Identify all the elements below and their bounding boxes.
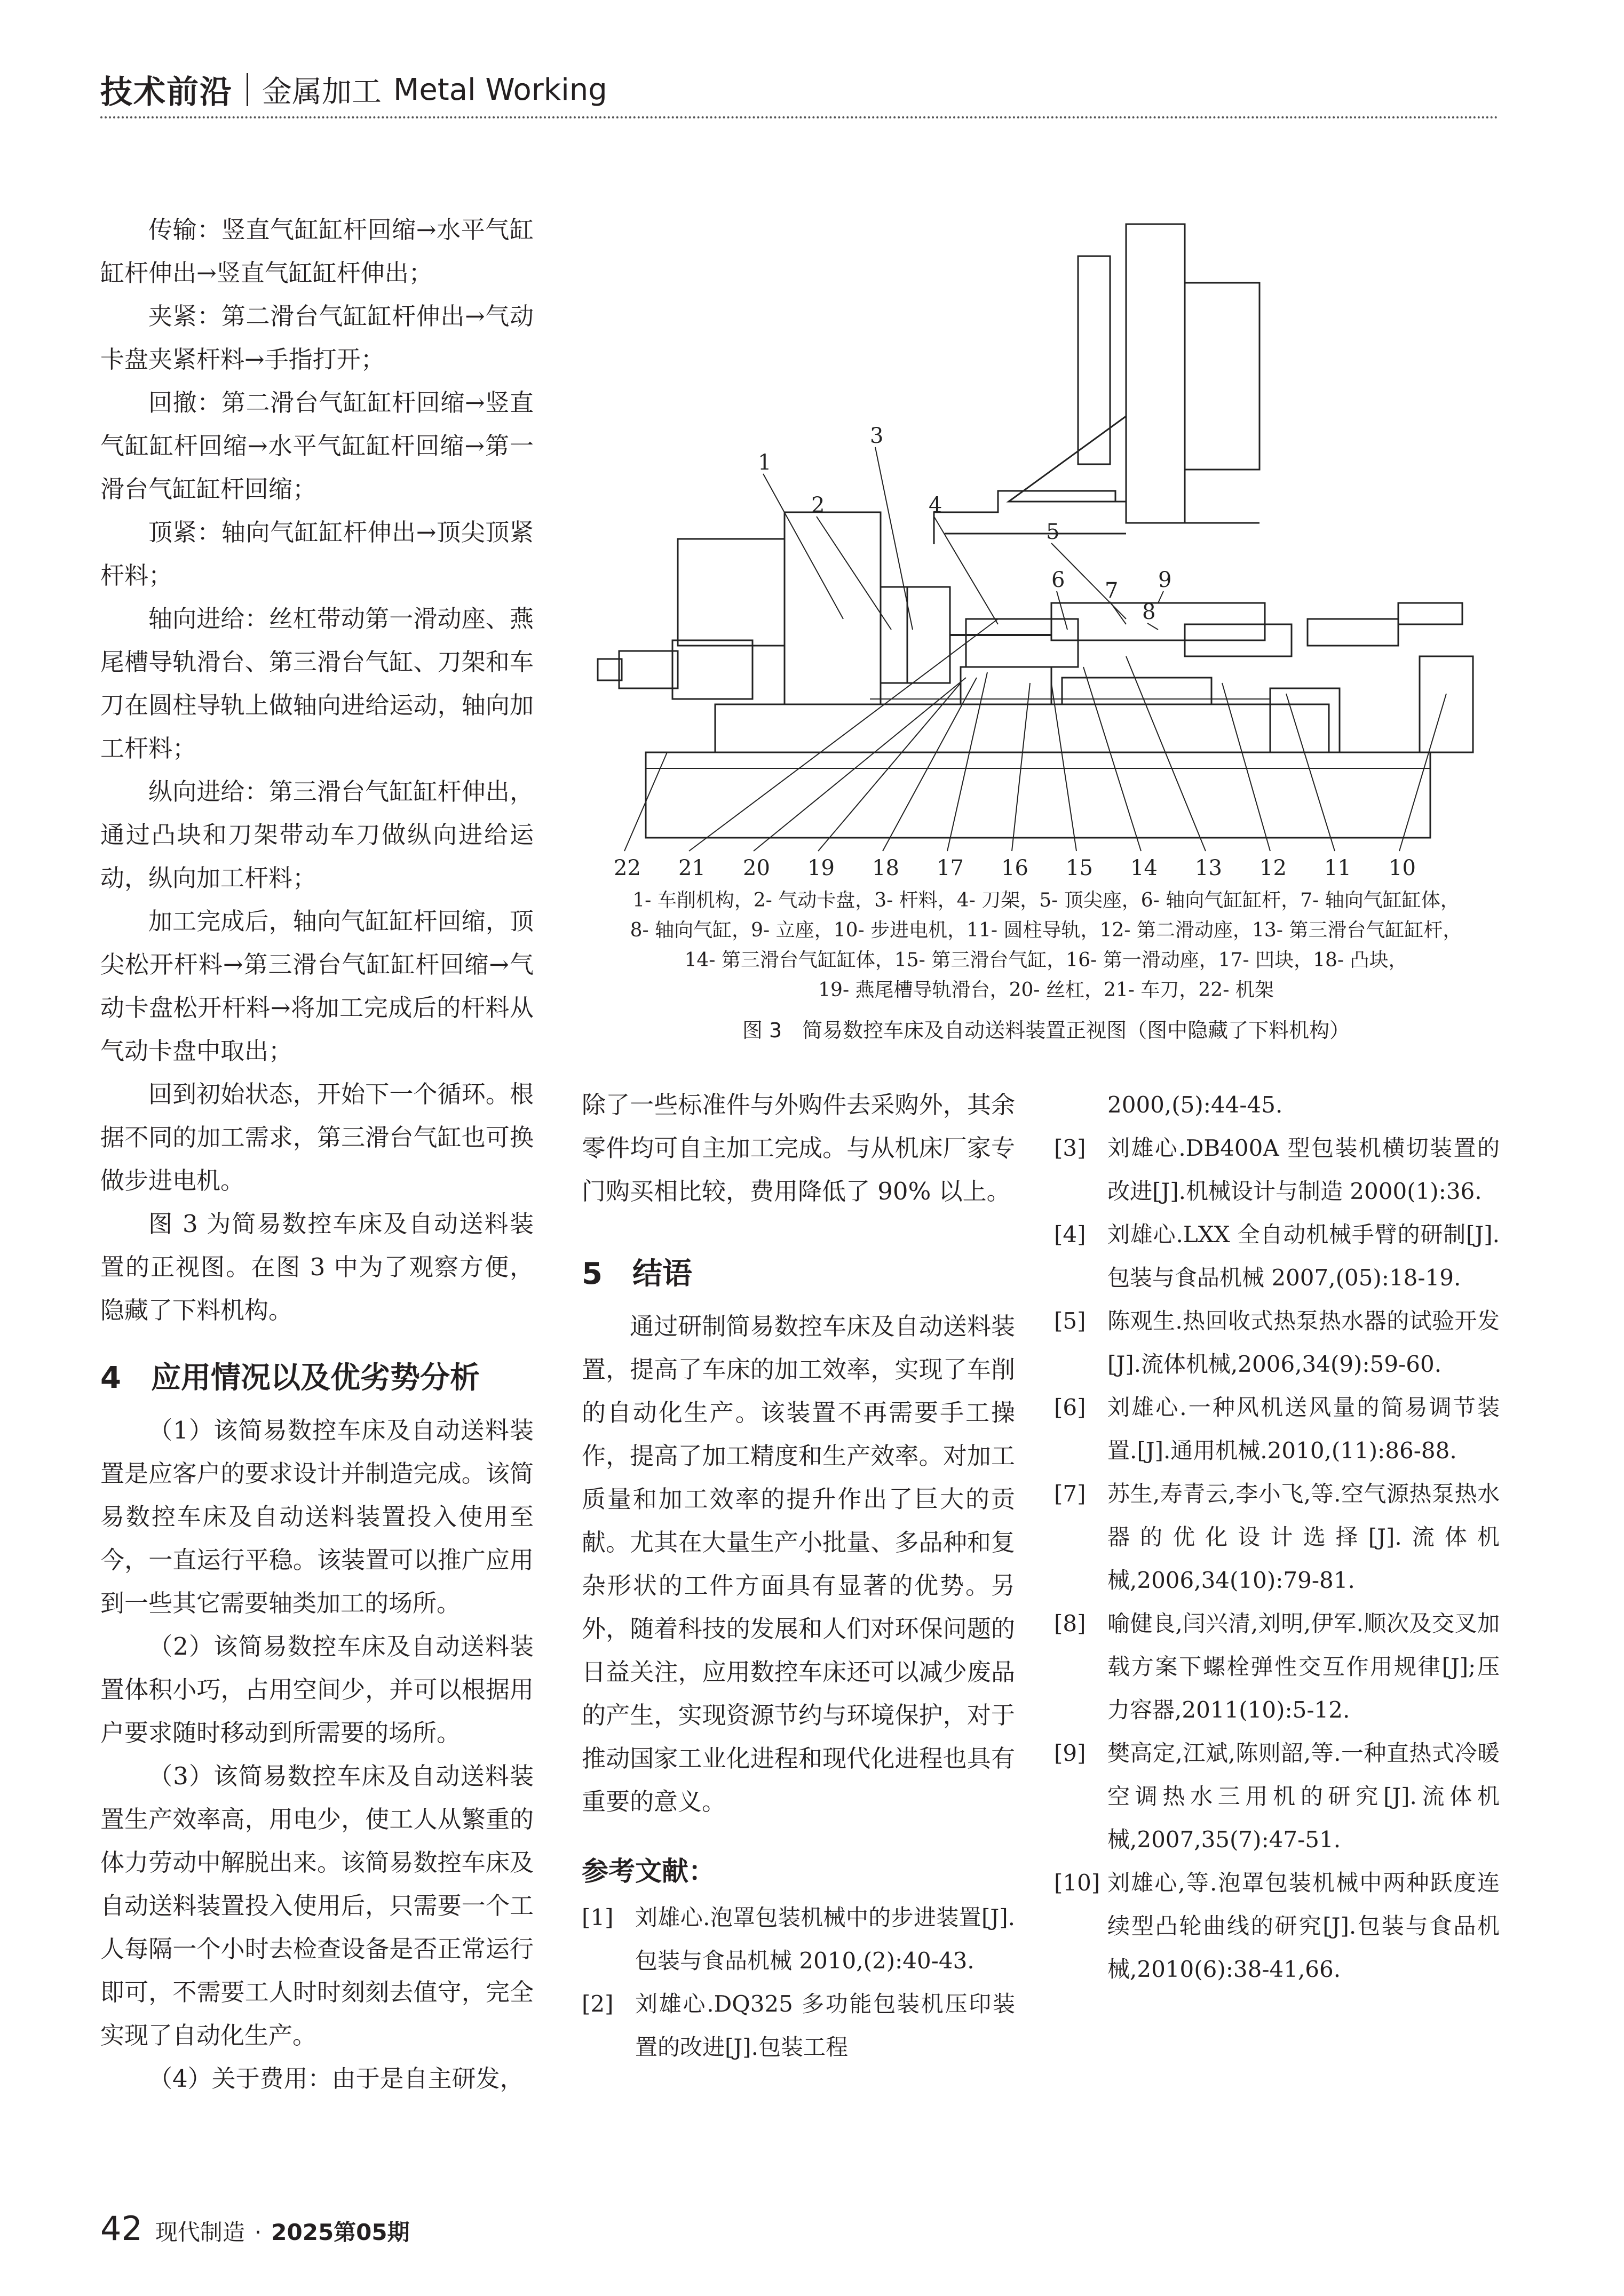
reference-item: [1054, 1299, 1500, 1386]
step-tighten: 顶紧：轴向气缸缸杆伸出→顶尖顶紧杆料；: [100, 518, 534, 590]
reference-item: [1054, 1472, 1500, 1602]
reference-text: 樊高定,江斌,陈则韶,等.一种直热式冷暖空调热水三用机的研究[J].流体机械,2007,35(7):47-51.: [1107, 1740, 1500, 1853]
callout-label: 8: [1142, 600, 1156, 624]
callout-label: 16: [1001, 856, 1028, 880]
third-slide-cylinder: [1051, 603, 1265, 640]
step-axial-feed: 轴向进给：丝杠带动第一滑动座、燕尾槽导轨滑台、第三滑台气缸、刀架和车刀在圆柱导轨上做轴向进给运动，轴向加工杆料；: [100, 605, 534, 762]
reference-number: [3]: [1054, 1135, 1086, 1161]
lathe-front-view-drawing: [592, 213, 1500, 880]
header-category-en: Metal Working: [393, 72, 607, 107]
journal-name: 现代制造: [155, 2219, 245, 2245]
callout-leader: [1126, 656, 1206, 851]
reference-item: [1054, 1602, 1500, 1731]
callout-leader: [1083, 667, 1141, 851]
callout-leader: [1222, 683, 1270, 851]
bed-plate: [715, 704, 1329, 752]
reference-number: [7]: [1054, 1481, 1086, 1507]
reference-text: 刘雄心.一种风机送风量的简易调节装置.[J].通用机械.2010,(11):86-88.: [1107, 1394, 1500, 1464]
callout-leader: [1110, 602, 1126, 624]
legend-line-1: 1- 车削机构，2- 气动卡盘，3- 杆料，4- 刀架，5- 顶尖座，6- 轴向气缸缸杆，7- 轴向气缸缸体，: [632, 889, 1460, 911]
cost-continuation: 除了一些标准件与外购件去采购外，其余零件均可自主加工完成。与从机床厂家专门购买相比较，费用降低了 90% 以上。: [582, 1091, 1015, 1205]
callout-leader: [689, 619, 998, 851]
figure-legend: [592, 886, 1500, 1005]
figure-3: [592, 213, 1500, 880]
step-retract: 回撤：第二滑台气缸缸杆回缩→竖直气缸缸杆回缩→水平气缸缸杆回缩→第一滑台气缸缸杆回缩；: [100, 388, 534, 503]
axial-cylinder: [1308, 619, 1398, 646]
reference-item: [1054, 1861, 1500, 1991]
section-4-para-4: （4）关于费用：由于是自主研发，: [148, 2064, 524, 2093]
left-column: [100, 208, 534, 2100]
callout-leader: [1057, 591, 1067, 630]
section-4-para-3: （3）该简易数控车床及自动送料装置生产效率高，用电少，使工人从繁重的体力劳动中解脱出来。该简易数控车床及自动送料装置投入使用后，只需要一个工人每隔一个小时去检查设备是否正常运行即可，不需要工人时时刻刻去值守，完全实现了自动化生产。: [100, 1762, 534, 2049]
header-divider: [247, 73, 248, 106]
reference-number: [9]: [1054, 1740, 1086, 1766]
reference-number: [6]: [1054, 1394, 1086, 1420]
callout-leader: [1399, 694, 1446, 851]
references-heading: 参考文献：: [582, 1856, 715, 1887]
reference-item: [582, 1982, 1015, 2069]
step-clamp: 夹紧：第二滑台气缸缸杆伸出→气动卡盘夹紧杆料→手指打开；: [100, 302, 534, 374]
legend-line-3: 14- 第三滑台气缸缸体，15- 第三滑台气缸，16- 第一滑动座，17- 凹块，18- 凸块，: [684, 949, 1408, 971]
tool-post: [966, 619, 1078, 667]
callout-label: 15: [1066, 856, 1093, 880]
callout-leader: [934, 517, 998, 624]
page-number: 42: [100, 2209, 142, 2248]
header-category: 金属加工: [262, 75, 382, 109]
figure-reference-paragraph: 图 3 为简易数控车床及自动送料装置的正视图。在图 3 中为了观察方便，隐藏了下料机构。: [100, 1210, 534, 1324]
callout-label: 5: [1046, 520, 1060, 544]
reference-item: [1054, 1731, 1500, 1861]
figure-caption: 图 3 简易数控车床及自动送料装置正视图（图中隐藏了下料机构）: [742, 1019, 1350, 1042]
callout-leader: [763, 474, 843, 619]
reference-number: [2]: [582, 1991, 614, 2017]
reference-2-continuation: 2000,(5):44-45.: [1107, 1092, 1283, 1118]
reference-text: 苏生,寿青云,李小飞,等.空气源热泵热水器的优化设计选择[J].流体机械,2006,34(10):79-81.: [1107, 1481, 1500, 1593]
reference-text: 陈观生.热回收式热泵热水器的试验开发[J].流体机械,2006,34(9):59-60.: [1107, 1308, 1500, 1377]
reference-number: [1]: [582, 1904, 614, 1930]
callout-label: 14: [1130, 856, 1158, 880]
upright-seat: [1420, 656, 1473, 752]
middle-column: [582, 1083, 1015, 2069]
callout-label: 11: [1324, 856, 1351, 880]
reference-number: [4]: [1054, 1221, 1086, 1248]
reference-item: [1054, 1126, 1500, 1213]
section-4-para-2: （2）该简易数控车床及自动送料装置体积小巧，占用空间少，并可以根据用户要求随时移动到所需要的场所。: [100, 1632, 534, 1747]
legend-line-2: 8- 轴向气缸，9- 立座，10- 步进电机，11- 圆柱导轨，12- 第二滑动座，13- 第三滑台气缸缸杆，: [630, 919, 1462, 941]
callout-leader: [1286, 694, 1335, 851]
callout-label: 9: [1158, 568, 1172, 592]
motor: [678, 539, 785, 646]
vertical-column: [1126, 224, 1185, 523]
callout-label: 7: [1105, 578, 1119, 603]
step-finish: 加工完成后，轴向气缸缸杆回缩，顶尖松开杆料→第三滑台气缸缸杆回缩→气动卡盘松开杆料→将加工完成后的杆料从气动卡盘中取出；: [100, 907, 534, 1065]
step-transfer: 传输：竖直气缸缸杆回缩→水平气缸缸杆伸出→竖直气缸缸杆伸出；: [100, 216, 534, 287]
reference-number: [5]: [1054, 1308, 1086, 1334]
callout-label: 10: [1389, 856, 1416, 880]
callout-label: 17: [937, 856, 964, 880]
running-header: [100, 63, 607, 116]
reference-text: 刘雄心.LXX 全自动机械手臂的研制[J].包装与食品机械 2007,(05):18-19.: [1107, 1221, 1500, 1291]
section-5-heading: 5 结语: [582, 1257, 692, 1291]
callout-leader: [818, 683, 961, 851]
callout-label: 19: [807, 856, 835, 880]
callout-label: 6: [1051, 568, 1065, 592]
reference-text: 刘雄心.DQ325 多功能包装机压印装置的改进[J].包装工程: [635, 1991, 1015, 2060]
callout-label: 4: [929, 493, 942, 518]
callout-label: 21: [678, 856, 706, 880]
callout-label: 12: [1259, 856, 1287, 880]
legend-line-4: 19- 燕尾槽导轨滑台，20- 丝杠，21- 车刀，22- 机架: [818, 979, 1274, 1001]
page-footer: [100, 2209, 410, 2248]
callout-label: 2: [811, 493, 825, 518]
callout-label: 22: [614, 856, 641, 880]
reference-text: 喻健良,闫兴清,刘明,伊军.顺次及交叉加载方案下螺栓弹性交互作用规律[J];压力容器,2011(10):5-12.: [1107, 1610, 1500, 1723]
header-section: 技术前沿: [100, 74, 233, 111]
reference-item: [1054, 1386, 1500, 1472]
step-longitudinal-feed: 纵向进给：第三滑台气缸缸杆伸出，通过凸块和刀架带动车刀做纵向进给运动，纵向加工杆料；: [100, 777, 534, 892]
vertical-cylinder: [1078, 256, 1110, 464]
reference-number: [10]: [1054, 1870, 1100, 1896]
callout-leader: [1012, 683, 1030, 851]
callout-label: 1: [758, 450, 772, 475]
callout-label: 13: [1195, 856, 1222, 880]
reference-item: [1054, 1213, 1500, 1299]
header-rule: [100, 116, 1499, 118]
callout-label: 20: [743, 856, 770, 880]
reference-text: 刘雄心.DB400A 型包装机横切装置的改进[J].机械设计与制造 2000(1):36.: [1107, 1135, 1500, 1204]
callout-label: 3: [870, 424, 884, 448]
step-reset: 回到初始状态，开始下一个循环。根据不同的加工需求，第三滑台气缸也可换做步进电机。: [100, 1080, 534, 1195]
right-column: [1054, 1083, 1500, 1991]
journal-issue: 2025第05期: [271, 2219, 410, 2245]
section-4-heading: 4 应用情况以及优劣势分析: [100, 1361, 480, 1395]
reference-number: [8]: [1054, 1610, 1086, 1636]
reference-text: 刘雄心,等.泡罩包装机械中两种跃度连续型凸轮曲线的研究[J].包装与食品机械,2010(6):38-41,66.: [1107, 1870, 1500, 1982]
callout-leader: [1051, 683, 1076, 851]
callout-label: 18: [872, 856, 899, 880]
pneumatic-chuck: [907, 587, 950, 683]
section-5-para: 通过研制简易数控车床及自动送料装置，提高了车床的加工效率，实现了车削的自动化生产。该装置不再需要手工操作，提高了加工精度和生产效率。对加工质量和加工效率的提升作出了巨大的贡献。尤其在大量生产小批量、多品种和复杂形状的工件方面具有显著的优势。另外，随着科技的发展和人们对环保问题的日益关注，应用数控车床还可以减少废品的产生，实现资源节约与环境保护，对于推动国家工业化进程和现代化进程也具有重要的意义。: [582, 1312, 1015, 1816]
callout-leader: [1158, 591, 1163, 603]
section-4-para-1: （1）该简易数控车床及自动送料装置是应客户的要求设计并制造完成。该简易数控车床及自动送料装置投入使用至今，一直运行平稳。该装置可以推广应用到一些其它需要轴类加工的场所。: [100, 1416, 534, 1617]
reference-text: 刘雄心.泡罩包装机械中的步进装置[J].包装与食品机械 2010,(2):40-43.: [635, 1904, 1015, 1974]
footer-separator: ·: [254, 2219, 262, 2245]
reference-item: [582, 1896, 1015, 1982]
